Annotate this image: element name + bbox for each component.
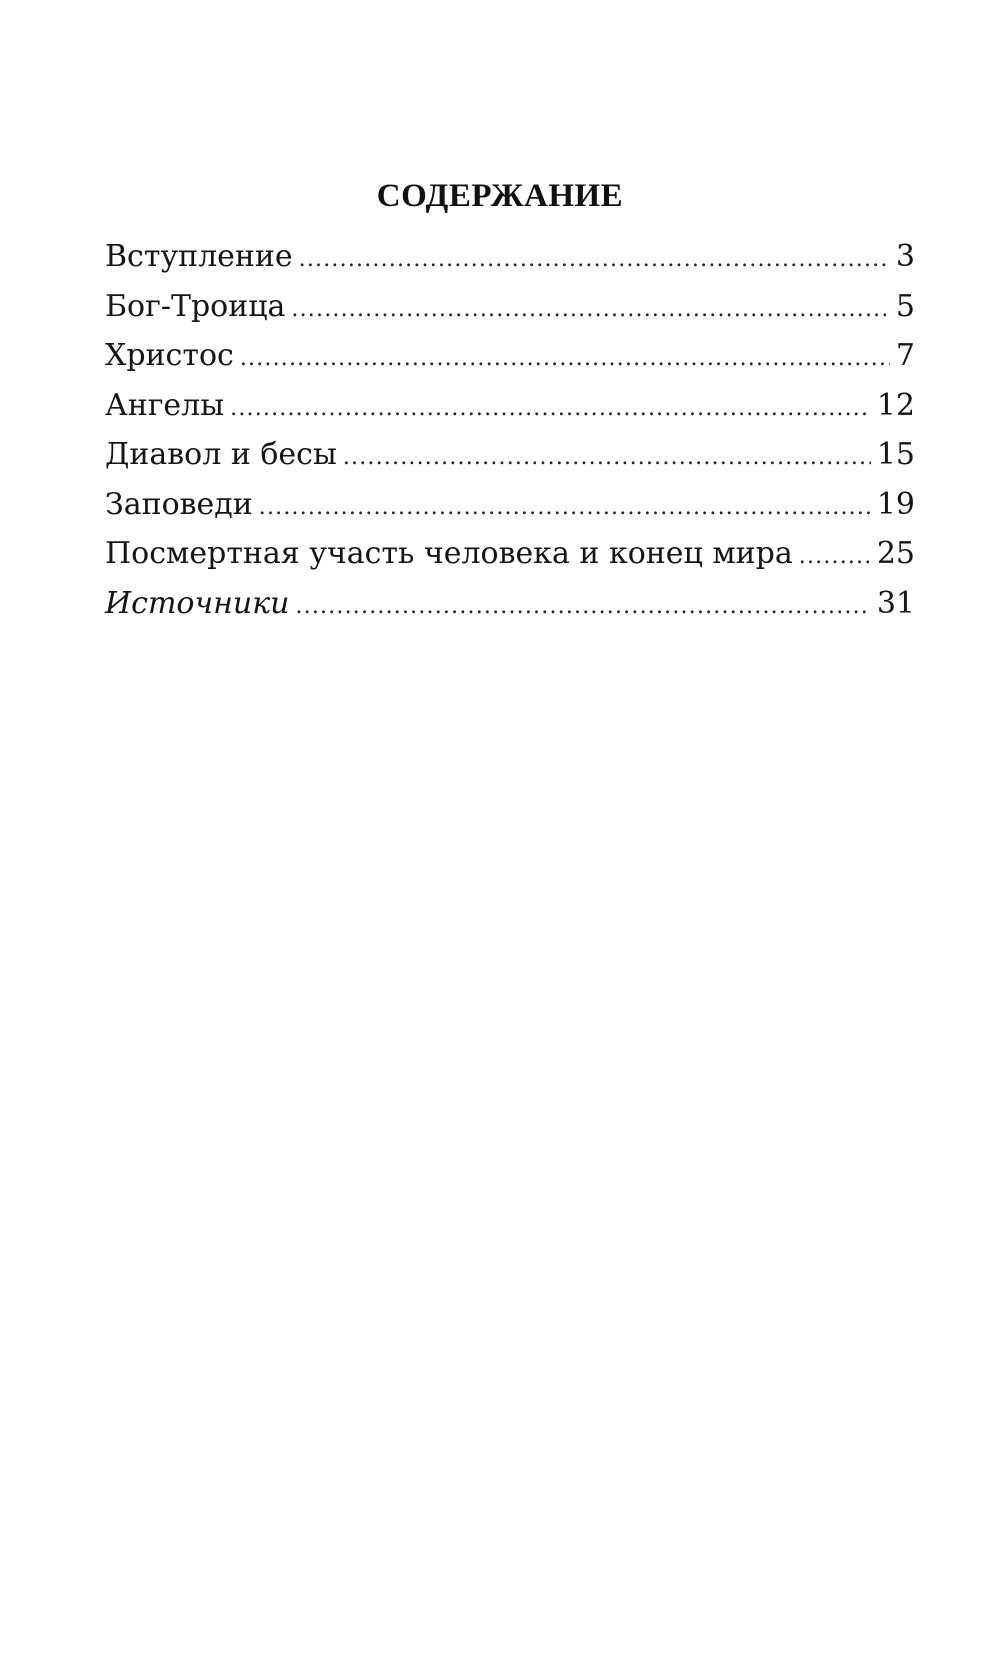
toc-entry (105, 232, 915, 282)
dot-leader (799, 532, 871, 582)
dot-leader (230, 384, 871, 434)
toc-entry-page: 3 (895, 239, 915, 274)
toc-entry (105, 381, 915, 431)
toc-entry-label: Заповеди (105, 486, 253, 522)
toc-entry (105, 331, 915, 381)
toc-entry-label: Бог-Троица (105, 288, 286, 324)
toc-entry (105, 529, 915, 579)
toc-entry (105, 282, 915, 332)
toc-entry-label: Посмертная участь человека и конец мира (105, 536, 793, 571)
toc-entry-page: 25 (876, 536, 915, 571)
toc-entry-label: Диавол и бесы (105, 437, 337, 472)
dot-leader (240, 334, 890, 384)
toc-entry-label: Ангелы (105, 387, 225, 423)
dot-leader (295, 582, 870, 632)
toc-entry-page: 31 (876, 585, 915, 621)
toc-entry-page: 5 (895, 288, 915, 324)
toc-entry (105, 430, 915, 480)
toc-entry (105, 480, 915, 530)
toc-entry-page: 19 (876, 486, 915, 522)
toc-entry-page: 7 (895, 338, 915, 373)
dot-leader (291, 285, 889, 335)
toc-title: СОДЕРЖАНИЕ (376, 178, 624, 214)
toc-entry (105, 579, 915, 629)
dot-leader (259, 483, 871, 533)
toc-entry-label: Источники (105, 585, 290, 621)
table-of-contents (105, 232, 915, 628)
dot-leader (299, 235, 890, 285)
toc-entry-label: Христос (105, 338, 234, 373)
dot-leader (343, 433, 871, 483)
toc-entry-page: 12 (876, 387, 915, 423)
toc-entry-label: Вступление (105, 239, 293, 274)
toc-entry-page: 15 (876, 437, 915, 472)
